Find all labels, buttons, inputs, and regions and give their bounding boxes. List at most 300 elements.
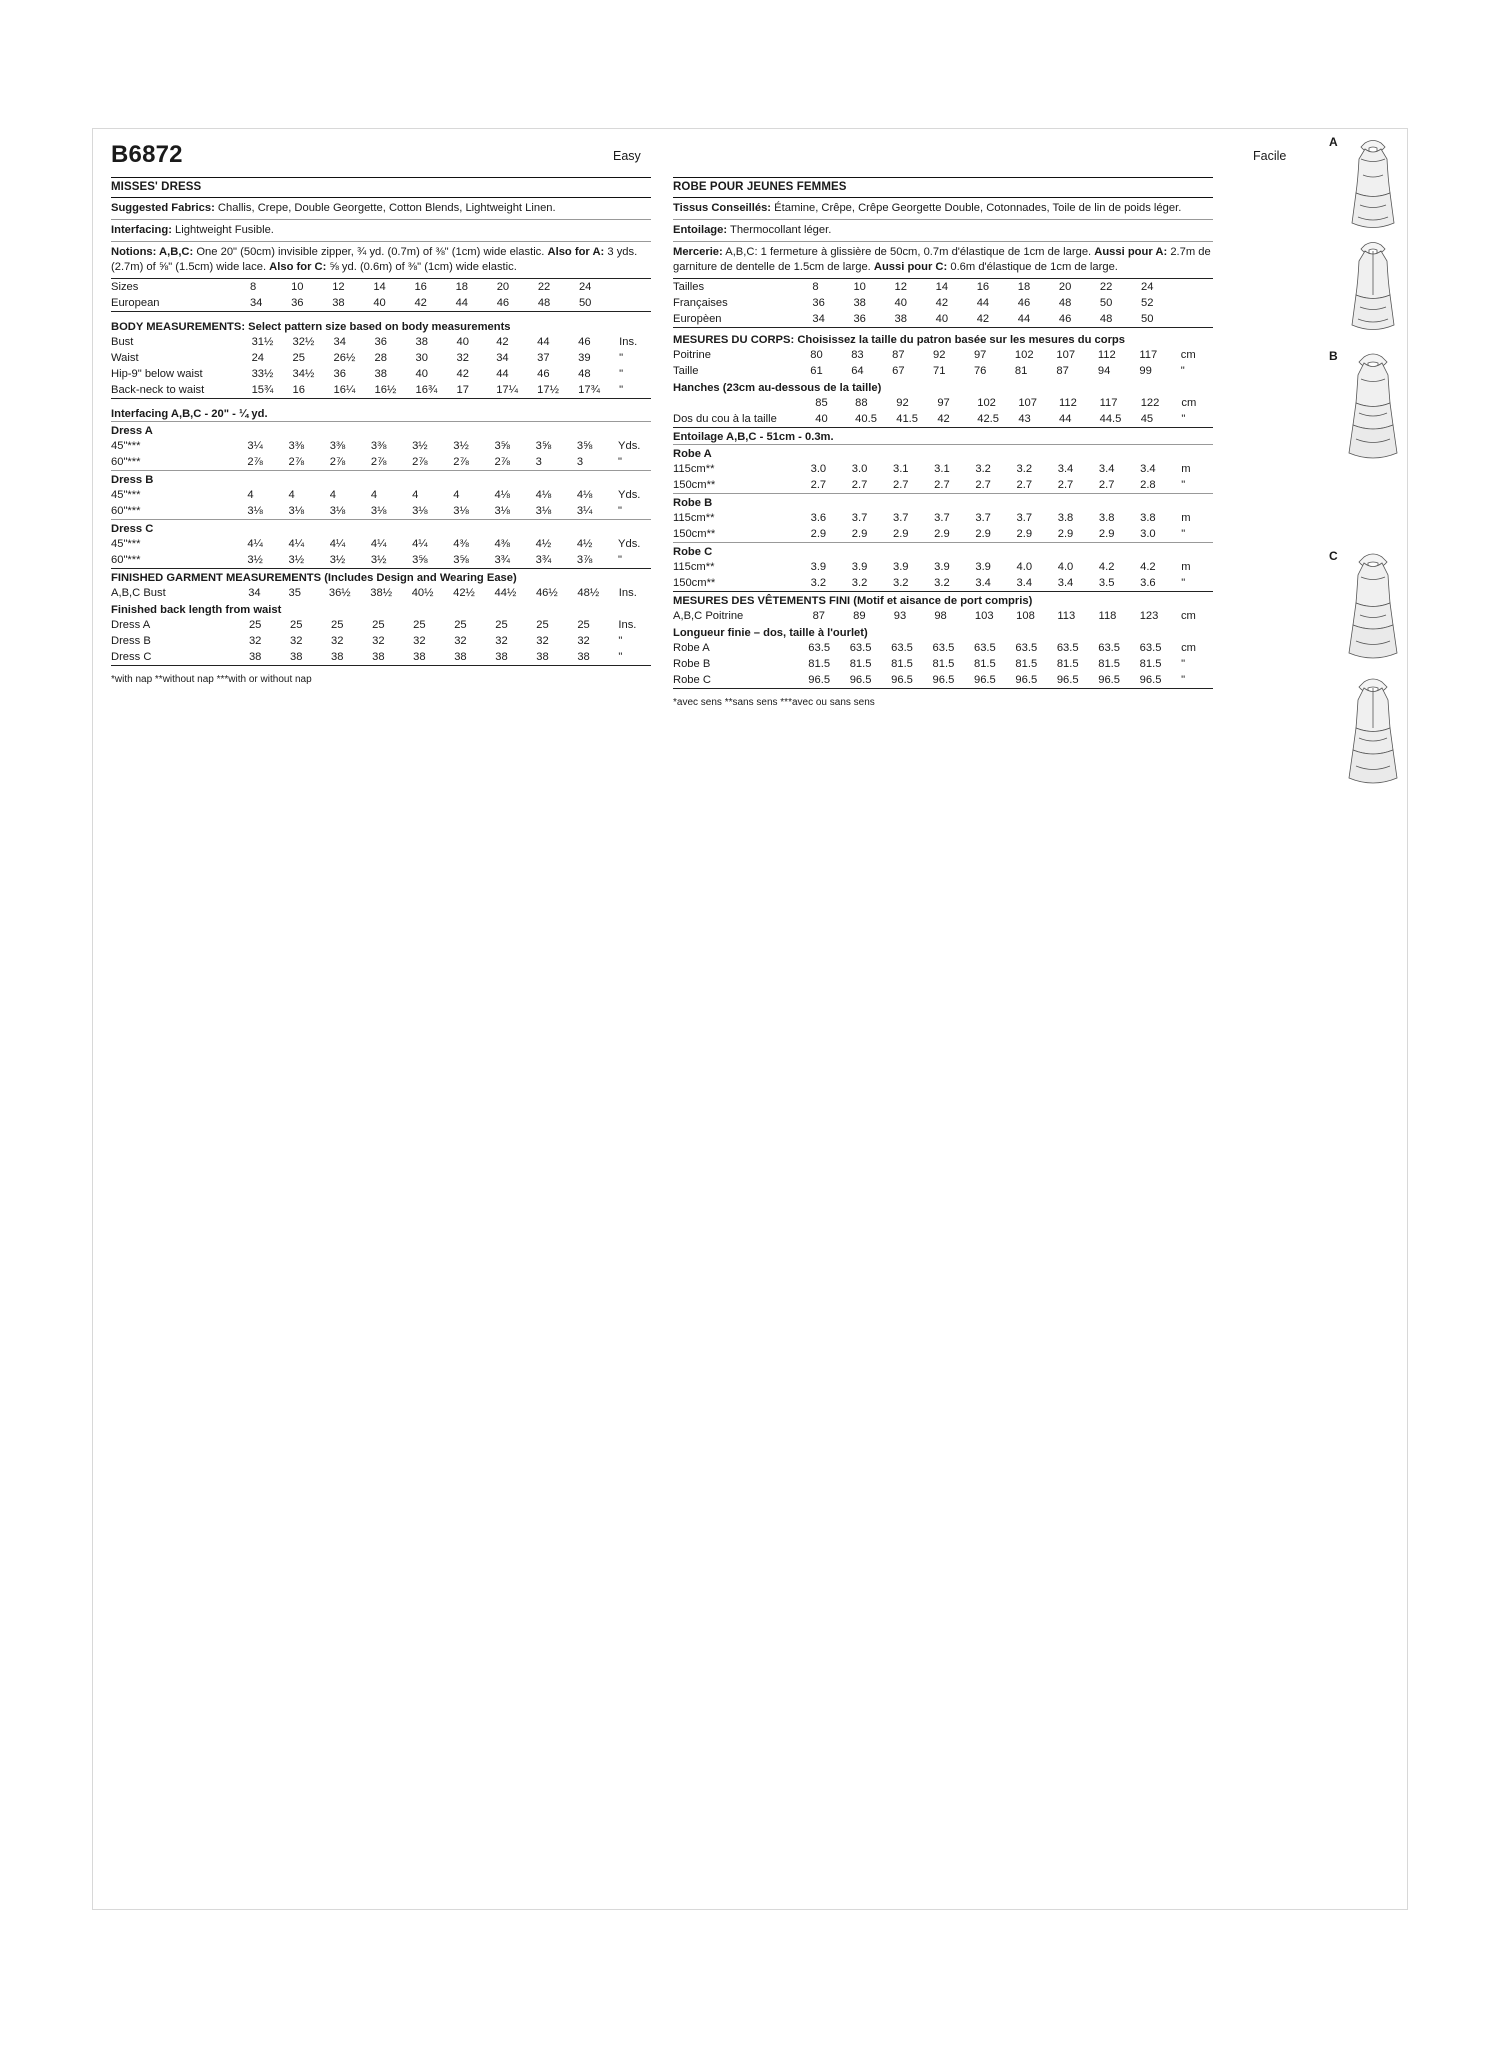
cell: 32 (536, 634, 549, 647)
french-column (673, 177, 1213, 708)
view-letter-c: C (1329, 549, 1338, 563)
cell: 3⅝ (412, 553, 428, 566)
size-cell: 10 (853, 280, 866, 293)
finished-back-length-table-en (111, 617, 651, 665)
cell: 4¼ (412, 537, 428, 550)
cell: 4⅛ (494, 488, 511, 501)
cell: 2.8 (1140, 478, 1156, 491)
robe-b-yardage-table-fr (673, 510, 1213, 542)
french-title-rule (673, 177, 1213, 198)
cell: 96.5 (932, 673, 955, 686)
row-label: 150cm** (673, 576, 716, 589)
robe-a-heading-fr: Robe A (673, 447, 712, 460)
size-cell: 12 (894, 280, 907, 293)
cell: 32 (290, 634, 303, 647)
unit-cell (1182, 311, 1213, 327)
row-label: 45"*** (111, 537, 141, 550)
notions-text-fr: A,B,C: 1 fermeture à glissière de 50cm, 0.7m d'élastique de 1cm de large. (722, 245, 1095, 258)
cell: 2.7 (892, 478, 909, 491)
sizes-label-fr: Tailles (673, 280, 705, 293)
body-measurements-title-en: BODY MEASUREMENTS: Select pattern size based on body measurements (111, 320, 511, 333)
cell: 4⅜ (453, 537, 469, 550)
unit-cell: m (1181, 462, 1191, 475)
cell: 2⅞ (329, 455, 346, 468)
cell: 4¼ (370, 537, 387, 550)
cell: 38 (290, 650, 303, 663)
size-cell: 14 (373, 280, 386, 293)
cell: 3.9 (975, 560, 991, 573)
cell: 107 (1018, 396, 1037, 409)
size-cell: 20 (1058, 280, 1072, 293)
cell: 41.5 (896, 412, 919, 425)
cell: 96.5 (891, 673, 913, 686)
cell: 44 (1059, 412, 1072, 425)
cell: 107 (1056, 348, 1076, 361)
notions-en (111, 242, 651, 278)
cell: 97 (937, 396, 950, 409)
finished-back-length-table-fr (673, 640, 1213, 688)
row-label: 150cm** (673, 478, 716, 491)
notions-also-a-fr: Aussi pour A: (1094, 245, 1171, 258)
size-cell: 50 (578, 296, 592, 309)
row-label: 45"*** (111, 488, 141, 501)
size-cell: 40 (935, 312, 949, 325)
cell: 25 (372, 618, 385, 631)
cell: 34 (333, 335, 346, 348)
cell: 2.7 (1057, 478, 1074, 491)
cell: 2.9 (892, 527, 909, 540)
body-measurements-title-fr: MESURES DU CORPS: Choisissez la taille du patron basée sur les mesures du corps (673, 333, 1125, 346)
cell: 40.5 (855, 412, 877, 425)
cell: 96.5 (808, 673, 831, 686)
cell: 42½ (453, 586, 475, 599)
row-label: Hip-9" below waist (111, 367, 203, 380)
difficulty-label-en: Easy (613, 149, 641, 163)
cell: 3⅝ (453, 553, 469, 566)
unit-cell: Ins. (618, 586, 637, 599)
row-label: Dress A (111, 618, 151, 631)
cell: 46½ (535, 586, 558, 599)
unit-cell: m (1181, 511, 1191, 524)
cell: 3½ (288, 553, 305, 566)
cell: 45 (1140, 412, 1154, 425)
table-row (673, 347, 1213, 363)
cell: 40 (456, 335, 469, 348)
table-row (111, 585, 651, 601)
cell: 3¾ (494, 553, 511, 566)
unit-cell: cm (1180, 609, 1196, 622)
robe-b-heading-fr: Robe B (673, 496, 713, 509)
cell: 63.5 (808, 641, 831, 654)
cell: 4¼ (288, 537, 305, 550)
size-cell: 18 (1017, 280, 1031, 293)
view-c-figure-front (1341, 549, 1405, 669)
cell: 117 (1099, 396, 1118, 409)
interfacing-label-en: Interfacing: (111, 223, 172, 236)
table-row (673, 363, 1213, 379)
size-cell: 44 (976, 296, 990, 309)
cell: 3.1 (892, 462, 909, 475)
unit-cell: " (1181, 673, 1186, 686)
size-cell: 20 (496, 280, 510, 293)
cell: 38 (413, 650, 426, 663)
cell: 26½ (333, 351, 356, 364)
table-row (111, 334, 651, 350)
cell: 2.9 (1016, 527, 1033, 540)
cell: 30 (415, 351, 428, 364)
sizes-table-fr (673, 279, 1213, 327)
cell: 76 (973, 364, 987, 377)
cell: 2.9 (1057, 527, 1074, 540)
row-label: 115cm** (673, 560, 715, 573)
table-row (673, 311, 1213, 327)
suggested-fabrics-en (111, 198, 651, 219)
size-cell: 16 (414, 280, 427, 293)
interfacing-yardage-fr: Entoilage A,B,C - 51cm - 0.3m. (673, 430, 834, 443)
view-a-figure-front (1341, 135, 1405, 239)
cell: 63.5 (1015, 641, 1038, 654)
size-cell: 18 (455, 280, 469, 293)
size-cell: 36 (291, 296, 304, 309)
cell: 3.7 (892, 511, 909, 524)
cell: 25 (248, 618, 262, 631)
cell: 4¼ (329, 537, 346, 550)
cell: 4⅜ (494, 537, 511, 550)
size-cell: 48 (1099, 312, 1113, 325)
cell: 42.5 (977, 412, 999, 425)
european-label-en: European (111, 296, 160, 309)
unit-cell: Ins. (619, 335, 638, 348)
robe-a-yardage-table-fr (673, 461, 1213, 493)
cell: 32 (372, 634, 385, 647)
unit-cell: " (1181, 478, 1186, 491)
cell: 3⅝ (535, 439, 552, 452)
cell: 4½ (576, 537, 593, 550)
notions-fr (673, 242, 1213, 278)
cell: 44 (537, 335, 550, 348)
table-row (111, 438, 651, 454)
dress-b-yardage-table-en (111, 487, 651, 519)
cell: 17½ (537, 383, 559, 396)
notions-also-a-en: Also for A: (547, 245, 608, 258)
cell: 3⅜ (329, 439, 346, 452)
cell: 96.5 (973, 673, 996, 686)
cell: 2.7 (1016, 478, 1033, 491)
cell: 3½ (247, 553, 263, 566)
english-title-rule (111, 177, 651, 198)
size-cell: 8 (812, 280, 819, 293)
size-cell: 24 (578, 280, 592, 293)
cell: 3.7 (975, 511, 991, 524)
notions-label-en: Notions: A,B,C: (111, 245, 194, 258)
notions-also-c-text-fr: 0.6m d'élastique de 1cm de large. (950, 260, 1118, 273)
cell: 32 (454, 634, 467, 647)
cell: 103 (974, 609, 994, 622)
size-cell: 40 (373, 296, 386, 309)
cell: 118 (1098, 609, 1117, 622)
cell: 93 (893, 609, 907, 622)
cell: 3.6 (1140, 576, 1156, 589)
cell: 2⅞ (247, 455, 263, 468)
body-measurements-table-fr (673, 347, 1213, 379)
cell: 32 (331, 634, 344, 647)
cell: 3.6 (810, 511, 827, 524)
cell: 2.9 (934, 527, 950, 540)
size-cell: 42 (414, 296, 427, 309)
row-label: A,B,C Bust (111, 586, 166, 599)
cell: 3¼ (247, 439, 263, 452)
cell: 96.5 (1015, 673, 1038, 686)
cell: 3½ (453, 439, 469, 452)
table-row (111, 536, 651, 552)
notions-text-en: One 20" (50cm) invisible zipper, ¾ yd. (0.7m) of ⅜" (1cm) wide elastic. (193, 245, 548, 258)
cell: 3¾ (535, 553, 552, 566)
cell: 123 (1139, 609, 1159, 622)
cell: 16 (292, 383, 305, 396)
french-section-title: ROBE POUR JEUNES FEMMES (673, 181, 847, 193)
cell: 3.4 (1140, 462, 1156, 475)
size-cell: 16 (976, 280, 990, 293)
row-label: Dress B (111, 634, 151, 647)
cell: 34 (496, 351, 509, 364)
table-row (673, 575, 1213, 591)
table-row (673, 559, 1213, 575)
size-cell: 12 (332, 280, 345, 293)
cell: 2.7 (851, 478, 868, 491)
cell: 3½ (370, 553, 387, 566)
cell: 32½ (292, 335, 315, 348)
size-cell: 44 (1017, 312, 1031, 325)
cell: 113 (1057, 609, 1076, 622)
size-cell: 14 (935, 280, 949, 293)
notions-label-fr: Mercerie: (673, 245, 723, 258)
cell: 2.7 (810, 478, 827, 491)
unit-cell: " (619, 383, 624, 396)
size-cell: 48 (1058, 296, 1072, 309)
cell: 3.9 (892, 560, 909, 573)
notions-also-c-en: Also for C: (269, 260, 330, 273)
cell: 81.5 (1056, 657, 1079, 670)
cell: 63.5 (932, 641, 955, 654)
suggested-fabrics-fr (673, 198, 1213, 219)
unit-cell: " (619, 367, 624, 380)
table-row (673, 640, 1213, 656)
cell: 87 (892, 348, 905, 361)
cell: 3.7 (1016, 511, 1033, 524)
size-cell: 36 (853, 312, 866, 325)
view-letter-b: B (1329, 349, 1338, 363)
cell: 2.9 (975, 527, 991, 540)
size-cell: 42 (976, 312, 990, 325)
suggested-fabrics-text-fr: Étamine, Crêpe, Crêpe Georgette Double, Cotonnades, Toile de lin de poids léger. (771, 202, 1182, 214)
interfacing-text-en: Lightweight Fusible. (171, 223, 274, 236)
cell: 3.5 (1098, 576, 1115, 589)
cell: 44½ (494, 586, 517, 599)
cell: 3.8 (1057, 511, 1074, 524)
cell: 4 (370, 488, 378, 501)
cell: 3.2 (892, 576, 909, 589)
size-cell: 8 (249, 280, 257, 293)
row-label: Robe B (673, 657, 711, 670)
body-measurements-table-en (111, 334, 651, 398)
cell: 4.0 (1057, 560, 1074, 573)
cell: 2⅞ (494, 455, 511, 468)
cell: 16¾ (415, 383, 438, 396)
table-row (673, 279, 1213, 295)
cell: 43 (1018, 412, 1031, 425)
table-row (673, 461, 1213, 477)
size-cell: 22 (537, 280, 551, 293)
size-cell: 34 (812, 312, 825, 325)
notions-also-c-text-en: ⅝ yd. (0.6m) of ⅜" (1cm) wide elastic. (329, 260, 517, 273)
cell: 15¾ (251, 383, 274, 396)
cell: 81.5 (808, 657, 831, 670)
unit-cell: " (1181, 412, 1186, 425)
unit-cell: cm (1181, 641, 1196, 654)
cell: 87 (812, 609, 826, 622)
cell: 40½ (411, 586, 434, 599)
cell: 96.5 (1139, 673, 1162, 686)
dress-c-yardage-table-en (111, 536, 651, 568)
cell: 16¼ (333, 383, 356, 396)
cell: 35 (288, 586, 301, 599)
dress-a-yardage-table-en (111, 438, 651, 470)
cell: 4⅛ (535, 488, 552, 501)
cell: 38 (495, 650, 508, 663)
row-label: 60"*** (111, 553, 141, 566)
row-label: Taille (673, 364, 699, 377)
size-cell: 38 (894, 312, 907, 325)
table-row (673, 295, 1213, 311)
cell: 42 (456, 367, 469, 380)
cell: 32 (577, 634, 590, 647)
table-row (673, 656, 1213, 672)
row-label: 115cm** (673, 511, 715, 524)
table-row (673, 608, 1213, 624)
size-cell: 40 (894, 296, 907, 309)
notions-also-a-text-fr: 2.7m de garniture de dentelle de 1.5cm de large. (673, 245, 1211, 273)
cell: 80 (810, 348, 823, 361)
table-row (111, 487, 651, 503)
cell: 4.2 (1098, 560, 1115, 573)
row-label: Robe C (673, 673, 711, 686)
cell: 36½ (328, 586, 351, 599)
size-cell: 46 (496, 296, 510, 309)
cell: 3.2 (851, 576, 868, 589)
cell: 17¾ (578, 383, 600, 396)
cell: 34 (248, 586, 261, 599)
unit-cell: cm (1181, 396, 1197, 409)
cell: 3.0 (810, 462, 827, 475)
cell: 63.5 (891, 641, 913, 654)
unit-cell (1182, 279, 1213, 295)
view-a-figure-back (1341, 237, 1405, 341)
cell: 99 (1139, 364, 1152, 377)
cell: 3.4 (1057, 576, 1074, 589)
cell: 44.5 (1099, 412, 1122, 425)
cell: 92 (933, 348, 946, 361)
cell: 102 (1014, 348, 1034, 361)
row-label: Bust (111, 335, 134, 348)
view-c-figure-back (1341, 674, 1405, 794)
table-row (111, 633, 651, 649)
cell: 61 (810, 364, 823, 377)
interfacing-en (111, 220, 651, 241)
size-cell: 36 (812, 296, 825, 309)
cell: 3.9 (851, 560, 868, 573)
unit-cell: " (619, 351, 624, 364)
size-cell: 50 (1141, 312, 1154, 325)
cell: 108 (1016, 609, 1035, 622)
cell: 38 (372, 650, 385, 663)
cell: 25 (413, 618, 426, 631)
suggested-fabrics-text-en: Challis, Crepe, Double Georgette, Cotton Blends, Lightweight Linen. (214, 202, 556, 214)
table-row (111, 279, 651, 295)
cell: 32 (456, 351, 469, 364)
suggested-fabrics-label-fr: Tissus Conseillés: (673, 202, 772, 214)
cell: 71 (933, 364, 946, 377)
dress-b-heading-en: Dress B (111, 473, 154, 486)
cell: 40 (415, 367, 428, 380)
table-row (673, 510, 1213, 526)
cell: 32 (495, 634, 508, 647)
size-cell: 42 (935, 296, 949, 309)
cell: 87 (1056, 364, 1069, 377)
cell: 25 (536, 618, 549, 631)
view-illustrations-strip (1325, 129, 1409, 889)
row-label: 60"*** (111, 455, 141, 468)
unit-cell: " (1181, 576, 1186, 589)
cell: 38 (577, 650, 590, 663)
cell: 3½ (412, 439, 428, 452)
cell: 3.2 (934, 576, 950, 589)
cell: 38 (415, 335, 428, 348)
cell: 3½ (329, 553, 346, 566)
cell: 102 (977, 396, 996, 409)
cell: 96.5 (1056, 673, 1079, 686)
cell: 38 (248, 650, 262, 663)
size-cell: 10 (291, 280, 304, 293)
notions-also-c-fr: Aussi pour C: (873, 260, 951, 273)
footnote-fr: *avec sens **sans sens ***avec ou sans sens (673, 696, 875, 708)
cell: 3.4 (975, 576, 991, 589)
page-title: B6872 (111, 141, 183, 168)
cell: 63.5 (1098, 641, 1121, 654)
cell: 2.9 (1098, 527, 1115, 540)
sizes-label-en: Sizes (111, 280, 139, 293)
cell: 46 (537, 367, 550, 380)
unit-cell: Yds. (618, 537, 641, 550)
unit-cell: Yds. (618, 488, 641, 501)
table-row (673, 411, 1213, 427)
table-row (111, 617, 651, 633)
size-cell: 44 (455, 296, 469, 309)
footnote-en: *with nap **without nap ***with or without nap (111, 673, 312, 685)
cell: 4 (412, 488, 419, 501)
cell: 36 (333, 367, 346, 380)
cell: 3.2 (810, 576, 827, 589)
cell: 88 (855, 396, 868, 409)
cell: 2.9 (810, 527, 827, 540)
cell: 17¼ (496, 383, 518, 396)
cell: 3.8 (1140, 511, 1156, 524)
cell: 3.2 (1016, 462, 1033, 475)
cell: 3⅛ (535, 504, 552, 517)
row-label (673, 395, 815, 411)
cell: 3.9 (934, 560, 950, 573)
cell: 2.7 (934, 478, 950, 491)
table-row (111, 366, 651, 382)
